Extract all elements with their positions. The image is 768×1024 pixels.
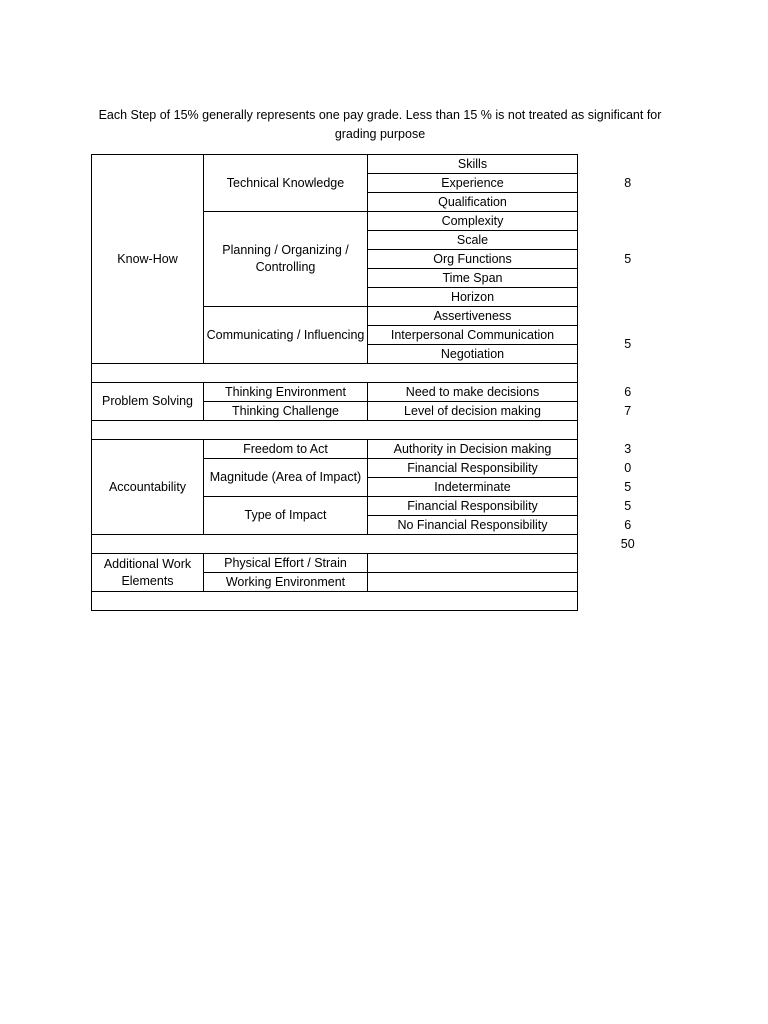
item-cell: Scale [368, 231, 578, 250]
category-know-how: Know-How [92, 155, 204, 364]
item-cell: Skills [368, 155, 578, 174]
grading-table [91, 154, 678, 611]
factor-freedom-to-act: Freedom to Act [204, 440, 368, 459]
score-cell: 5 [624, 479, 632, 494]
item-cell: Interpersonal Communication [368, 326, 578, 345]
score-empty [578, 364, 678, 383]
table-row [92, 440, 678, 459]
score-cell: 0 [624, 460, 632, 475]
table-row [92, 554, 678, 573]
item-cell: Financial Responsibility [368, 497, 578, 516]
item-cell-empty [368, 554, 578, 573]
item-cell: Indeterminate [368, 478, 578, 497]
score-cell: 6 [624, 384, 632, 399]
item-cell: Negotiation [368, 345, 578, 364]
table-row [92, 155, 678, 174]
score-cell: 6 [624, 517, 632, 532]
factor-cell: Thinking Environment [204, 383, 368, 402]
score-communicating: 5 [624, 337, 632, 351]
score-cell: 3 [624, 441, 632, 456]
category-accountability: Accountability [92, 440, 204, 535]
factor-planning: Planning / Organizing / Controlling [204, 212, 368, 307]
item-cell: Qualification [368, 193, 578, 212]
factor-technical-knowledge: Technical Knowledge [204, 155, 368, 212]
blank-cell [92, 592, 578, 611]
item-cell: Org Functions [368, 250, 578, 269]
score-empty [578, 573, 678, 592]
spacer-row [92, 592, 678, 611]
item-cell: No Financial Responsibility [368, 516, 578, 535]
score-empty [578, 554, 678, 573]
category-problem-solving: Problem Solving [92, 383, 204, 421]
score-empty [578, 421, 678, 440]
title-line-2: grading purpose [334, 127, 426, 141]
factor-cell: Thinking Challenge [204, 402, 368, 421]
score-technical-knowledge: 8 [624, 175, 632, 190]
score-cell: 5 [624, 498, 632, 513]
page-title [90, 106, 670, 144]
item-cell: Complexity [368, 212, 578, 231]
spacer-row [92, 421, 678, 440]
blank-cell [92, 535, 578, 554]
item-cell-empty [368, 573, 578, 592]
title-line-1: Each Step of 15% generally represents one pay grade. Less than 15 % is not treated as significant for [98, 108, 662, 122]
score-empty [578, 592, 678, 611]
score-total: 50 [620, 536, 635, 551]
blank-cell [92, 421, 578, 440]
factor-cell: Physical Effort / Strain [204, 554, 368, 573]
item-cell: Assertiveness [368, 307, 578, 326]
factor-communicating: Communicating / Influencing [204, 307, 368, 364]
spacer-row [92, 535, 678, 554]
category-additional-work-elements: Additional Work Elements [92, 554, 204, 592]
item-cell: Level of decision making [368, 402, 578, 421]
spacer-row [92, 364, 678, 383]
score-empty [578, 307, 678, 326]
item-cell: Need to make decisions [368, 383, 578, 402]
item-cell: Time Span [368, 269, 578, 288]
score-cell: 7 [624, 403, 632, 418]
blank-cell [92, 364, 578, 383]
factor-magnitude: Magnitude (Area of Impact) [204, 459, 368, 497]
table-row [92, 383, 678, 402]
item-cell: Authority in Decision making [368, 440, 578, 459]
score-planning: 5 [624, 251, 632, 266]
factor-cell: Working Environment [204, 573, 368, 592]
item-cell: Financial Responsibility [368, 459, 578, 478]
item-cell: Experience [368, 174, 578, 193]
item-cell: Horizon [368, 288, 578, 307]
factor-type-of-impact: Type of Impact [204, 497, 368, 535]
